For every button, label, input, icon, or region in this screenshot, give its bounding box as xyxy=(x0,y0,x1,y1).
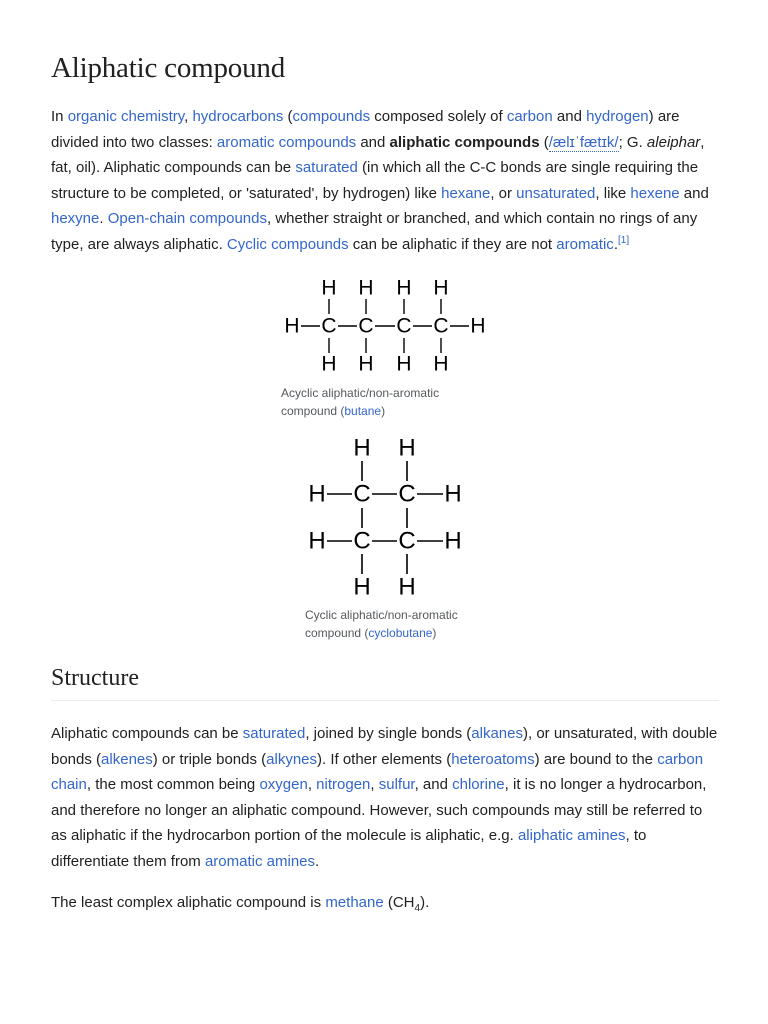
figure-caption-butane xyxy=(281,384,481,420)
cyclobutane-structure-diagram xyxy=(303,432,469,602)
butane-structure-figure xyxy=(280,276,490,378)
caption-text: ) xyxy=(432,626,437,640)
atom-c: C xyxy=(396,314,412,338)
body-text: , to differentiate them from xyxy=(51,827,647,870)
link-alkanes[interactable]: alkanes xyxy=(471,725,523,742)
link-aromatic-compounds[interactable]: aromatic compounds xyxy=(216,133,357,151)
intro-text: and xyxy=(679,184,709,202)
intro-text: , like xyxy=(595,184,631,202)
link-compounds[interactable]: compounds xyxy=(292,108,371,125)
link-hexyne[interactable]: hexyne xyxy=(51,210,100,227)
intro-text: ( xyxy=(283,108,293,125)
link-heteroatoms[interactable]: heteroatoms xyxy=(451,750,535,768)
atom-h: H xyxy=(398,434,416,462)
intro-text: ) are divided into two classes: xyxy=(51,108,680,151)
body-text: , joined by single bonds ( xyxy=(305,725,472,742)
link-aromatic[interactable]: aromatic xyxy=(556,235,614,253)
link-methane[interactable]: methane xyxy=(325,894,384,911)
body-text: (CH xyxy=(383,894,415,911)
body-text: . xyxy=(315,852,320,870)
intro-text: composed solely of xyxy=(370,108,507,125)
atom-h: H xyxy=(321,276,337,300)
intro-text: (in which all the C-C bonds are single requiring the structure to be completed, or 'saturated', by hydrogen) like xyxy=(51,159,699,202)
link-hydrocarbons[interactable]: hydrocarbons xyxy=(192,108,284,125)
intro-text: , whether straight or branched, and which contain no rings of any type, are always aliphatic. xyxy=(51,210,698,253)
italic-term: aleiphar xyxy=(646,133,701,151)
link-alkenes[interactable]: alkenes xyxy=(101,750,153,768)
intro-text: can be aliphatic if they are not xyxy=(348,235,557,253)
atom-c: C xyxy=(398,480,416,508)
intro-text: and xyxy=(552,108,587,125)
figure-caption-cyclobutane xyxy=(305,606,505,642)
caption-text: Cyclic aliphatic/non-aromatic compound ( xyxy=(305,608,458,640)
caption-text: Acyclic aliphatic/non-aromatic compound ( xyxy=(281,386,440,418)
atom-h: H xyxy=(470,314,486,338)
atom-c: C xyxy=(358,314,374,338)
link-open-chain-compounds[interactable]: Open-chain compounds xyxy=(107,210,267,227)
caption-text: ) xyxy=(381,404,386,418)
section-heading-structure: Structure xyxy=(51,665,719,701)
atom-h: H xyxy=(433,276,449,300)
intro-text: and xyxy=(356,133,390,151)
body-text: , and xyxy=(414,776,453,793)
atom-c: C xyxy=(398,527,416,555)
methane-paragraph xyxy=(51,890,719,916)
bonds xyxy=(327,461,443,574)
atom-h: H xyxy=(353,434,371,462)
subscript: 4 xyxy=(414,903,421,914)
link-cyclobutane[interactable]: cyclobutane xyxy=(368,626,433,640)
link-pronunciation[interactable]: /ælɪˈfætɪk/ xyxy=(548,133,619,151)
body-text: ), or unsaturated, with double bonds ( xyxy=(51,725,718,768)
atom-h: H xyxy=(321,352,337,376)
atom-c: C xyxy=(353,527,371,555)
body-text: , xyxy=(370,776,379,793)
body-text: , it is no longer a hydrocarbon, and therefore no longer an aliphatic compound. However, such compounds may still be referred to as aliphatic if the hydrocarbon portion of the molecule is aliphatic, e.g. xyxy=(51,776,707,844)
body-text: Aliphatic compounds can be xyxy=(51,725,243,742)
intro-text: , or xyxy=(490,184,517,202)
link-saturated[interactable]: saturated xyxy=(242,725,306,742)
intro-text: ( xyxy=(539,133,549,151)
body-text: The least complex aliphatic compound is xyxy=(51,894,326,911)
link-organic-chemistry[interactable]: organic chemistry xyxy=(67,108,185,125)
link-hydrogen[interactable]: hydrogen xyxy=(586,108,649,125)
reference-link[interactable]: [1] xyxy=(617,234,630,246)
intro-text: . xyxy=(99,210,108,227)
atom-h: H xyxy=(444,527,462,555)
atom-c: C xyxy=(433,314,449,338)
atom-h: H xyxy=(358,352,374,376)
atom-h: H xyxy=(396,352,412,376)
link-carbon[interactable]: carbon xyxy=(506,108,553,125)
atom-h: H xyxy=(308,480,326,508)
atom-h: H xyxy=(358,276,374,300)
body-text: ) or triple bonds ( xyxy=(152,750,267,768)
cyclobutane-structure-figure xyxy=(303,432,469,602)
link-unsaturated[interactable]: unsaturated xyxy=(516,184,596,202)
link-hexane[interactable]: hexane xyxy=(441,184,491,202)
body-text: , xyxy=(307,776,317,793)
link-aliphatic-amines[interactable]: aliphatic amines xyxy=(517,827,626,844)
link-aromatic-amines[interactable]: aromatic amines xyxy=(204,852,316,870)
link-butane[interactable]: butane xyxy=(344,404,382,418)
link-chlorine[interactable]: chlorine xyxy=(452,776,505,793)
atom-h: H xyxy=(284,314,300,338)
intro-text: ; G. xyxy=(618,133,647,151)
atom-c: C xyxy=(321,314,337,338)
body-text: , the most common being xyxy=(86,776,260,793)
atom-h: H xyxy=(398,573,416,601)
atom-h: H xyxy=(396,276,412,300)
link-hexene[interactable]: hexene xyxy=(630,184,680,202)
body-text: ). If other elements ( xyxy=(317,750,452,768)
intro-paragraph xyxy=(51,104,719,257)
bold-term: aliphatic compounds xyxy=(389,133,540,151)
link-saturated[interactable]: saturated xyxy=(295,159,358,176)
page-title: Aliphatic compound xyxy=(51,52,285,84)
link-oxygen[interactable]: oxygen xyxy=(259,776,308,793)
body-text: ). xyxy=(420,894,430,911)
atom-h: H xyxy=(308,527,326,555)
link-sulfur[interactable]: sulfur xyxy=(378,776,415,793)
atom-h: H xyxy=(353,573,371,601)
link-alkynes[interactable]: alkynes xyxy=(266,750,317,768)
link-carbon-chain[interactable]: carbon chain xyxy=(51,750,704,793)
intro-text: , fat, oil). Aliphatic compounds can be xyxy=(51,133,705,176)
butane-structure-diagram xyxy=(280,276,490,378)
link-cyclic-compounds[interactable]: Cyclic compounds xyxy=(226,235,349,253)
intro-text: In xyxy=(51,108,68,125)
body-text: ) are bound to the xyxy=(534,750,658,768)
atom-c: C xyxy=(353,480,371,508)
structure-paragraph xyxy=(51,721,719,874)
intro-text: . xyxy=(613,235,618,253)
atom-h: H xyxy=(444,480,462,508)
atom-h: H xyxy=(433,352,449,376)
link-nitrogen[interactable]: nitrogen xyxy=(316,776,371,793)
intro-text: , xyxy=(184,108,193,125)
